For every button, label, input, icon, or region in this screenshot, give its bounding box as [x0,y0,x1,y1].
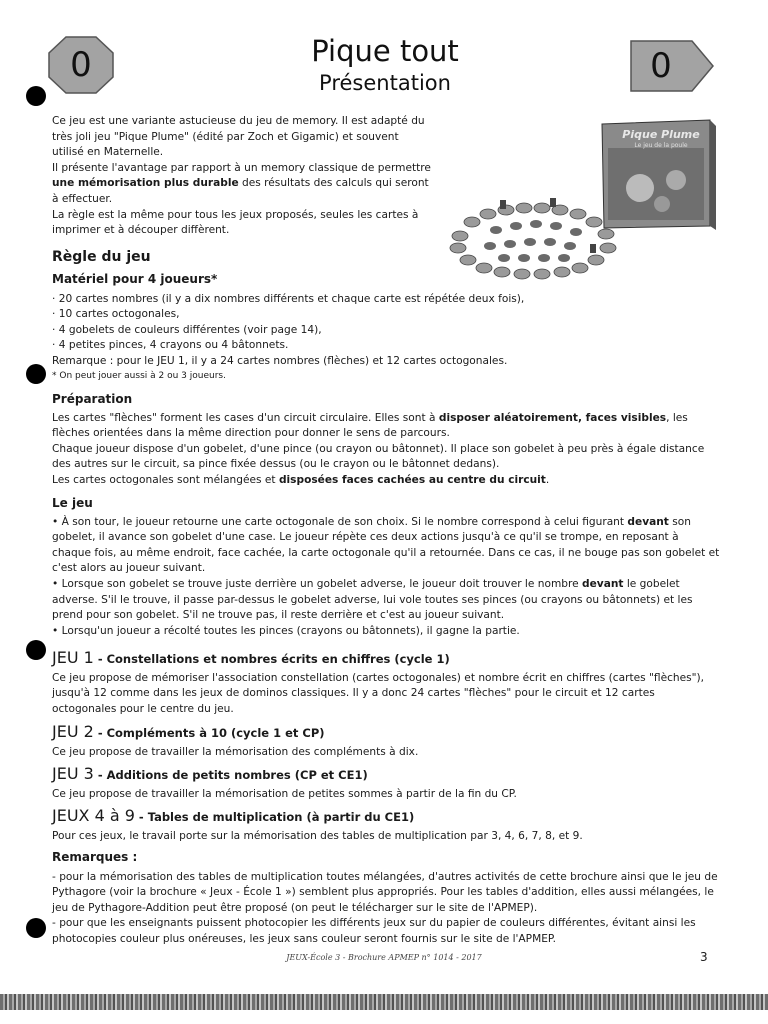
chapter-badge-left [48,36,114,94]
punch-hole [26,364,46,384]
remarques-paragraph: - pour la mémorisation des tables de multiplication toutes mélangées, d'autres activités de cette brochure ainsi que le jeu de Pythagore (voir la brochure « Jeux - École 1 ») semblent plus appropriés. Pour les tables d'addition, elles aussi mélangées, le jeu de Pythagore-Addition peut être proposé (on peut le télécharger sur le site de l'APMEP). [52,870,718,914]
le-jeu-section [52,496,720,639]
jeu-2-section [52,722,720,760]
remarques-section [52,850,720,948]
jeu-1-text: Ce jeu propose de mémoriser l'association constellation (cartes octogonales) et nombre écrit en chiffres (cartes "flèches"), jusqu'à 12 comme dans les jeux de dominos classiques. Il y a donc 24 cartes "flèches" pour le circuit et 12 cartes octogonales pour le centre du jeu. [52,671,705,715]
jeu-2-heading: JEU 2 - Compléments à 10 (cycle 1 et CP) [52,722,325,741]
punch-hole [26,918,46,938]
le-jeu-paragraph: • Lorsque son gobelet se trouve juste derrière un gobelet adverse, le joueur doit trouver le nombre devant le gobelet adverse. S'il le trouve, il passe par-dessus le gobelet adverse, lui vole toutes ses pinces (ou crayons ou bâtonnets) et les prend pour son gobelet. S'il ne trouve pas, il reste derrière et c'est au joueur suivant. [52,577,693,622]
page-number: 3 [700,950,708,964]
jeu-1-heading: JEU 1 - Constellations et nombres écrits en chiffres (cycle 1) [52,648,450,667]
preparation-paragraph: Les cartes "flèches" forment les cases d'un circuit circulaire. Elles sont à disposer aléatoirement, faces visibles, les flèches orientées dans la même direction pour donner le sens de parcours. [52,411,688,440]
materiel-footnote: * On peut jouer aussi à 2 ou 3 joueurs. [52,370,226,381]
materiel-remark: Remarque : pour le JEU 1, il y a 24 cartes nombres (flèches) et 12 cartes octogonales. [52,354,508,367]
game-box-tagline: Le jeu de la poule [634,142,688,149]
intro-paragraph: La règle est la même pour tous les jeux proposés, seules les cartes à imprimer et à découper diffèrent. [52,208,419,237]
chapter-badge-left-number: 0 [70,45,92,85]
materiel-item: · 10 cartes octogonales, [52,308,180,321]
preparation-paragraph: Chaque joueur dispose d'un gobelet, d'une pince (ou crayon ou bâtonnet). Il place son gobelet à peu près à égale distance des autres sur le circuit, sa pince fixée dessus (ou le crayon ou le bâtonnet dedans). [52,442,705,471]
le-jeu-heading: Le jeu [52,496,93,510]
game-box-brand: Pique Plume [622,128,700,141]
materiel-section [52,272,720,382]
footer-source: JEUX-École 3 - Brochure APMEP n° 1014 - 2017 [286,953,482,962]
preparation-section [52,392,720,489]
remarques-paragraph: - pour que les enseignants puissent photocopier les différents jeux sur du papier de couleurs différentes, évitant ainsi les photocopies couleur plus onéreuses, les jeux sans couleur seront fournis sur le site de l'APMEP. [52,917,696,945]
remarques-heading: Remarques : [52,850,138,864]
materiel-heading: Matériel pour 4 joueurs* [52,272,218,286]
jeu-3-section [52,764,720,802]
scan-edge-artifact [0,994,768,1010]
jeux-4-9-section [52,806,720,844]
jeux-4-9-heading: JEUX 4 à 9 - Tables de multiplication (à partir du CE1) [52,806,415,825]
page-title: Pique tout [311,34,459,68]
jeu-3-text: Ce jeu propose de travailler la mémorisation de petites sommes à partir de la fin du CP. [52,787,517,800]
jeux-4-9-text: Pour ces jeux, le travail porte sur la mémorisation des tables de multiplication par 3, 4, 6, 7, 8, et 9. [52,829,583,842]
le-jeu-paragraph: • Lorsqu'un joueur a récolté toutes les pinces (crayons ou bâtonnets), il gagne la partie. [52,624,520,637]
chapter-badge-right-number: 0 [650,46,672,86]
materiel-item: · 20 cartes nombres (il y a dix nombres différents et chaque carte est répétée deux fois), [52,292,525,305]
materiel-item: · 4 gobelets de couleurs différentes (voir page 14), [52,323,322,336]
preparation-paragraph: Les cartes octogonales sont mélangées et disposées faces cachées au centre du circuit. [52,473,550,486]
rules-heading: Règle du jeu [52,249,151,265]
intro-paragraph: Il présente l'avantage par rapport à un memory classique de permettre une mémorisation plus durable des résultats des calculs qui seront à effectuer. [52,161,431,205]
punch-hole [26,86,46,106]
materiel-item: · 4 petites pinces, 4 crayons ou 4 bâtonnets. [52,339,289,352]
chapter-badge-right [630,40,714,92]
rules-section [52,250,720,266]
punch-hole [26,640,46,660]
jeu-2-text: Ce jeu propose de travailler la mémorisation des compléments à dix. [52,745,419,758]
intro-text [52,114,432,239]
le-jeu-paragraph: • À son tour, le joueur retourne une carte octogonale de son choix. Si le nombre correspond à celui figurant devant son gobelet, il avance son gobelet d'une case. Le joueur répète ces deux actions jusqu'à ce qu'il se trompe, en reposant à chaque fois, au même endroit, face cachée, la carte octogonale qu'il a retournée. Dans ce cas, il ne bouge pas son gobelet et c'est alors au joueur suivant. [52,515,720,575]
page-subtitle: Présentation [319,71,451,95]
intro-paragraph: Ce jeu est une variante astucieuse du jeu de memory. Il est adapté du très joli jeu "Pique Plume" (édité par Zoch et Gigamic) et souvent utilisé en Maternelle. [52,115,425,159]
preparation-heading: Préparation [52,392,133,406]
jeu-1-section [52,648,720,717]
jeu-3-heading: JEU 3 - Additions de petits nombres (CP et CE1) [52,764,368,783]
